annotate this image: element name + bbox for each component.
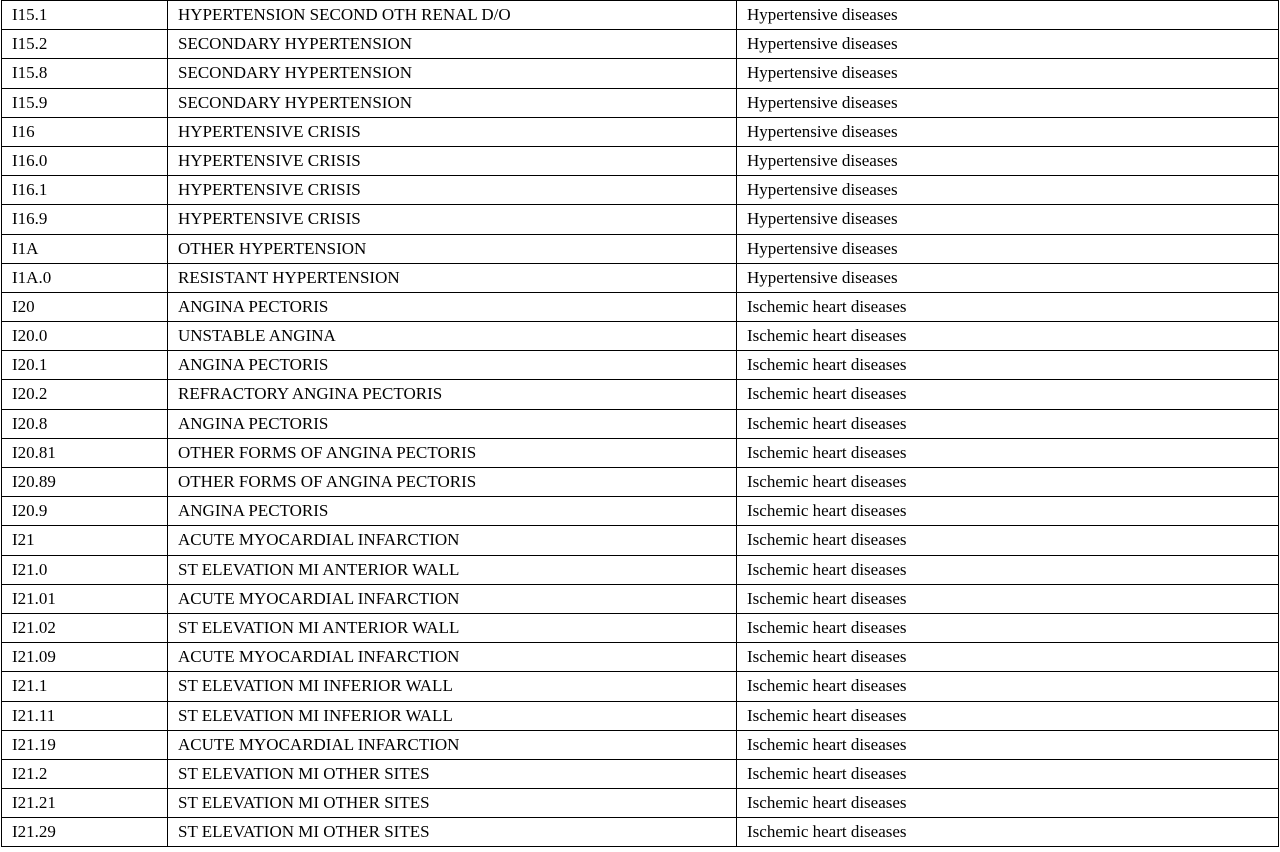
table-row (2, 759, 1279, 788)
description-cell: ACUTE MYOCARDIAL INFARCTION (168, 584, 737, 613)
table-row (2, 176, 1279, 205)
category-cell: Hypertensive diseases (737, 176, 1279, 205)
code-cell: I16.0 (2, 146, 168, 175)
code-cell: I21.19 (2, 730, 168, 759)
description-cell: ST ELEVATION MI OTHER SITES (168, 789, 737, 818)
description-cell: ACUTE MYOCARDIAL INFARCTION (168, 526, 737, 555)
code-cell: I15.1 (2, 1, 168, 30)
code-cell: I16 (2, 117, 168, 146)
code-cell: I20.8 (2, 409, 168, 438)
description-cell: SECONDARY HYPERTENSION (168, 30, 737, 59)
code-cell: I21.09 (2, 643, 168, 672)
description-cell: ANGINA PECTORIS (168, 409, 737, 438)
code-cell: I21.0 (2, 555, 168, 584)
category-cell: Ischemic heart diseases (737, 759, 1279, 788)
table-row (2, 292, 1279, 321)
table-row (2, 88, 1279, 117)
code-cell: I1A (2, 234, 168, 263)
category-cell: Ischemic heart diseases (737, 292, 1279, 321)
category-cell: Ischemic heart diseases (737, 497, 1279, 526)
category-cell: Hypertensive diseases (737, 205, 1279, 234)
table-row (2, 672, 1279, 701)
code-cell: I15.9 (2, 88, 168, 117)
table-row (2, 730, 1279, 759)
code-cell: I21.1 (2, 672, 168, 701)
table-row (2, 117, 1279, 146)
description-cell: ANGINA PECTORIS (168, 292, 737, 321)
table-row (2, 438, 1279, 467)
category-cell: Ischemic heart diseases (737, 701, 1279, 730)
table-row (2, 701, 1279, 730)
code-cell: I15.2 (2, 30, 168, 59)
table-row (2, 555, 1279, 584)
category-cell: Ischemic heart diseases (737, 730, 1279, 759)
table-row (2, 146, 1279, 175)
description-cell: SECONDARY HYPERTENSION (168, 59, 737, 88)
code-cell: I20 (2, 292, 168, 321)
category-cell: Ischemic heart diseases (737, 351, 1279, 380)
code-cell: I16.9 (2, 205, 168, 234)
description-cell: ST ELEVATION MI ANTERIOR WALL (168, 555, 737, 584)
code-cell: I20.89 (2, 468, 168, 497)
code-cell: I1A.0 (2, 263, 168, 292)
category-cell: Ischemic heart diseases (737, 672, 1279, 701)
category-cell: Hypertensive diseases (737, 30, 1279, 59)
table-row (2, 234, 1279, 263)
table-body (2, 1, 1279, 847)
category-cell: Ischemic heart diseases (737, 643, 1279, 672)
description-cell: OTHER HYPERTENSION (168, 234, 737, 263)
table-row (2, 1, 1279, 30)
table-row (2, 409, 1279, 438)
category-cell: Ischemic heart diseases (737, 438, 1279, 467)
category-cell: Hypertensive diseases (737, 146, 1279, 175)
category-cell: Ischemic heart diseases (737, 468, 1279, 497)
category-cell: Hypertensive diseases (737, 263, 1279, 292)
category-cell: Ischemic heart diseases (737, 584, 1279, 613)
description-cell: ACUTE MYOCARDIAL INFARCTION (168, 730, 737, 759)
code-cell: I21.2 (2, 759, 168, 788)
category-cell: Hypertensive diseases (737, 1, 1279, 30)
category-cell: Hypertensive diseases (737, 88, 1279, 117)
code-cell: I20.9 (2, 497, 168, 526)
table-row (2, 263, 1279, 292)
description-cell: OTHER FORMS OF ANGINA PECTORIS (168, 438, 737, 467)
description-cell: ST ELEVATION MI OTHER SITES (168, 818, 737, 847)
code-cell: I21 (2, 526, 168, 555)
description-cell: RESISTANT HYPERTENSION (168, 263, 737, 292)
code-cell: I21.02 (2, 613, 168, 642)
description-cell: ST ELEVATION MI ANTERIOR WALL (168, 613, 737, 642)
table-row (2, 613, 1279, 642)
table-row (2, 205, 1279, 234)
category-cell: Ischemic heart diseases (737, 380, 1279, 409)
category-cell: Ischemic heart diseases (737, 818, 1279, 847)
table-row (2, 351, 1279, 380)
table-row (2, 380, 1279, 409)
description-cell: REFRACTORY ANGINA PECTORIS (168, 380, 737, 409)
description-cell: UNSTABLE ANGINA (168, 322, 737, 351)
table-row (2, 497, 1279, 526)
icd-code-table (1, 0, 1279, 847)
code-cell: I16.1 (2, 176, 168, 205)
category-cell: Hypertensive diseases (737, 59, 1279, 88)
table-row (2, 322, 1279, 351)
category-cell: Ischemic heart diseases (737, 409, 1279, 438)
code-cell: I15.8 (2, 59, 168, 88)
category-cell: Hypertensive diseases (737, 234, 1279, 263)
category-cell: Ischemic heart diseases (737, 526, 1279, 555)
code-cell: I20.1 (2, 351, 168, 380)
table-row (2, 468, 1279, 497)
code-cell: I21.01 (2, 584, 168, 613)
category-cell: Ischemic heart diseases (737, 613, 1279, 642)
description-cell: ST ELEVATION MI OTHER SITES (168, 759, 737, 788)
description-cell: HYPERTENSION SECOND OTH RENAL D/O (168, 1, 737, 30)
table-row (2, 526, 1279, 555)
category-cell: Ischemic heart diseases (737, 789, 1279, 818)
table-row (2, 818, 1279, 847)
table-row (2, 30, 1279, 59)
code-cell: I20.81 (2, 438, 168, 467)
table-row (2, 789, 1279, 818)
description-cell: ST ELEVATION MI INFERIOR WALL (168, 701, 737, 730)
description-cell: HYPERTENSIVE CRISIS (168, 117, 737, 146)
description-cell: SECONDARY HYPERTENSION (168, 88, 737, 117)
description-cell: OTHER FORMS OF ANGINA PECTORIS (168, 468, 737, 497)
code-cell: I21.29 (2, 818, 168, 847)
description-cell: ANGINA PECTORIS (168, 351, 737, 380)
code-cell: I20.2 (2, 380, 168, 409)
table-row (2, 643, 1279, 672)
description-cell: ANGINA PECTORIS (168, 497, 737, 526)
category-cell: Hypertensive diseases (737, 117, 1279, 146)
category-cell: Ischemic heart diseases (737, 322, 1279, 351)
description-cell: ST ELEVATION MI INFERIOR WALL (168, 672, 737, 701)
description-cell: HYPERTENSIVE CRISIS (168, 176, 737, 205)
description-cell: ACUTE MYOCARDIAL INFARCTION (168, 643, 737, 672)
code-cell: I20.0 (2, 322, 168, 351)
category-cell: Ischemic heart diseases (737, 555, 1279, 584)
code-cell: I21.21 (2, 789, 168, 818)
code-cell: I21.11 (2, 701, 168, 730)
description-cell: HYPERTENSIVE CRISIS (168, 146, 737, 175)
description-cell: HYPERTENSIVE CRISIS (168, 205, 737, 234)
table-row (2, 584, 1279, 613)
table-row (2, 59, 1279, 88)
